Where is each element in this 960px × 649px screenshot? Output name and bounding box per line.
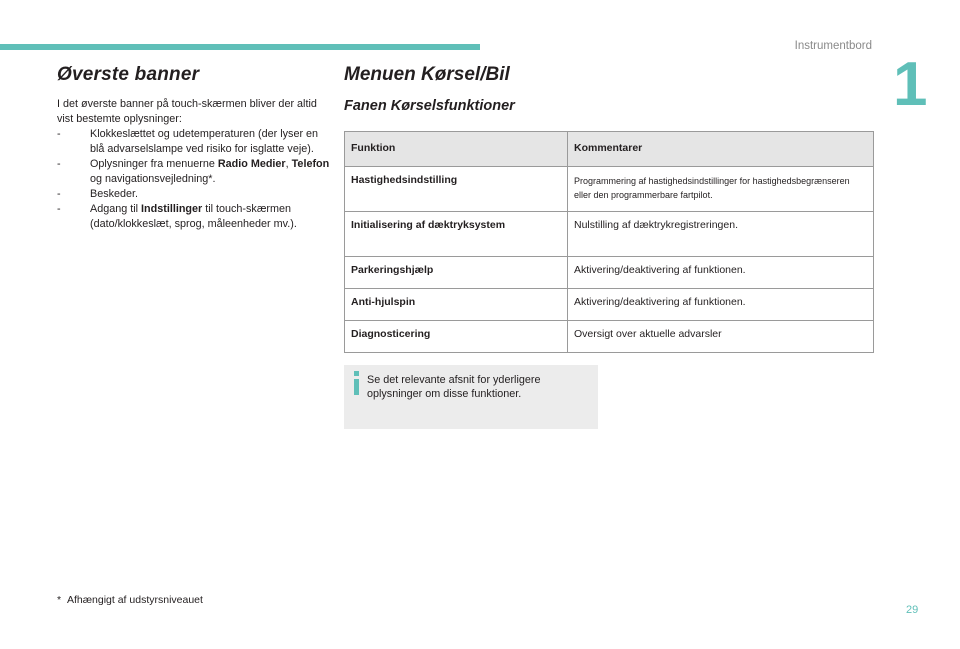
comment-cell: Aktivering/deaktivering af funktionen. [568,257,874,289]
list-item [57,157,333,187]
function-cell: Anti-hjulspin [345,289,568,321]
dash-marker: - [57,128,61,140]
right-subheading: Fanen Kørselsfunktioner [344,98,515,114]
right-column [344,64,874,114]
function-cell: Initialisering af dæktryksystem [345,212,568,257]
list-text: og navigationsvejledning*. [90,173,216,185]
list-item [57,187,333,202]
info-box [344,365,598,429]
function-cell: Diagnosticering [345,321,568,353]
info-text: Se det relevante afsnit for yderligere oplysninger om disse funktioner. [367,374,541,400]
chapter-number: 1 [893,50,928,119]
comment-cell: Programmering af hastighedsindstillinger for hastighedsbegrænseren eller den programmerbare fartpilot. [568,167,874,212]
list-text: Klokkeslættet og udetemperaturen (der lyser en blå advarselslampe ved risiko for isglatte veje). [90,128,319,155]
table-row [345,257,874,289]
footnote-marker: * [57,594,62,606]
list-text: Adgang til [90,203,142,215]
list-item [57,127,333,157]
table-header-row [345,132,874,167]
page-number: 29 [906,604,919,616]
list-text: , [285,158,292,170]
footnote [57,594,203,606]
left-column [57,64,333,232]
comment-cell: Aktivering/deaktivering af funktionen. [568,289,874,321]
dash-marker: - [57,158,61,170]
info-list [57,127,333,232]
right-heading: Menuen Kørsel/Bil [344,64,510,85]
dash-marker: - [57,203,61,215]
menu-name-settings: Indstillinger [141,203,203,215]
list-text: Beskeder. [90,188,139,200]
info-icon [352,371,361,395]
list-item [57,202,333,232]
dash-marker: - [57,188,61,200]
comment-cell: Nulstilling af dæktrykregistreringen. [568,212,874,257]
menu-name-telefon: Telefon [291,158,330,170]
column-header-function: Funktion [345,132,568,167]
table-row [345,212,874,257]
comment-cell: Oversigt over aktuelle advarsler [568,321,874,353]
functions-table [344,131,874,353]
list-text: Oplysninger fra menuerne [90,158,218,170]
column-header-comment: Kommentarer [568,132,874,167]
left-heading: Øverste banner [57,64,200,85]
function-cell: Hastighedsindstilling [345,167,568,212]
table-row [345,321,874,353]
intro-paragraph: I det øverste banner på touch-skærmen bliver der altid vist bestemte oplysninger: [57,98,317,125]
function-cell: Parkeringshjælp [345,257,568,289]
footnote-text: Afhængigt af udstyrsniveauet [66,594,203,606]
menu-name-radio: Radio Medier [217,158,286,170]
header-accent-bar [0,44,480,50]
table-row [345,289,874,321]
list-text: til touch-skærmen (dato/klokkeslæt, sprog, måleenheder mv.). [90,203,297,230]
table-row [345,167,874,212]
section-title: Instrumentbord [794,40,872,52]
